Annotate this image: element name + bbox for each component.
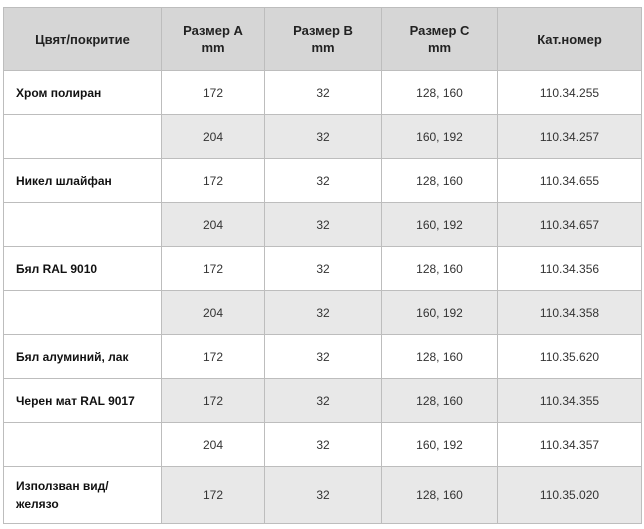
table-row [4, 379, 642, 423]
cell-color: Използван вид/ желязо [4, 467, 162, 524]
header-size-b [265, 8, 382, 71]
cell-size-c: 128, 160 [382, 379, 498, 423]
cell-catalog-number: 110.34.655 [498, 159, 642, 203]
cell-catalog-number: 110.34.356 [498, 247, 642, 291]
header-size-a [162, 8, 265, 71]
header-catalog-number [498, 8, 642, 71]
table-body [4, 71, 642, 524]
table-row [4, 159, 642, 203]
table-row [4, 335, 642, 379]
cell-size-c: 128, 160 [382, 335, 498, 379]
cell-color: Бял алуминий, лак [4, 335, 162, 379]
cell-size-b: 32 [265, 423, 382, 467]
cell-size-b: 32 [265, 115, 382, 159]
cell-size-a: 172 [162, 335, 265, 379]
header-color-coating-label: Цвят/покритие [35, 31, 130, 47]
header-size-c-label: Размер C [409, 23, 470, 38]
cell-size-c: 128, 160 [382, 467, 498, 524]
cell-size-a: 204 [162, 203, 265, 247]
cell-size-b: 32 [265, 467, 382, 524]
cell-size-c: 160, 192 [382, 291, 498, 335]
cell-size-c: 160, 192 [382, 115, 498, 159]
cell-size-a: 204 [162, 115, 265, 159]
cell-size-b: 32 [265, 71, 382, 115]
cell-size-c: 128, 160 [382, 71, 498, 115]
cell-size-c: 128, 160 [382, 247, 498, 291]
cell-size-b: 32 [265, 335, 382, 379]
cell-size-b: 32 [265, 203, 382, 247]
cell-size-a: 172 [162, 247, 265, 291]
cell-size-a: 172 [162, 379, 265, 423]
header-size-a-unit: mm [201, 40, 225, 55]
table-row [4, 203, 642, 247]
specification-table [3, 7, 642, 524]
cell-color: Хром полиран [4, 71, 162, 115]
header-size-c-unit: mm [427, 40, 452, 55]
cell-color [4, 203, 162, 247]
table-row [4, 115, 642, 159]
table-row [4, 71, 642, 115]
header-catalog-number-label: Кат.номер [537, 31, 602, 47]
cell-catalog-number: 110.35.620 [498, 335, 642, 379]
cell-catalog-number: 110.34.255 [498, 71, 642, 115]
cell-catalog-number: 110.34.358 [498, 291, 642, 335]
cell-color [4, 423, 162, 467]
cell-size-a: 204 [162, 423, 265, 467]
cell-size-b: 32 [265, 291, 382, 335]
cell-size-c: 160, 192 [382, 203, 498, 247]
cell-color: Черен мат RAL 9017 [4, 379, 162, 423]
cell-size-a: 172 [162, 159, 265, 203]
table-row [4, 291, 642, 335]
cell-size-b: 32 [265, 379, 382, 423]
header-row [4, 8, 642, 71]
cell-color: Бял RAL 9010 [4, 247, 162, 291]
table-header [4, 8, 642, 71]
cell-catalog-number: 110.34.357 [498, 423, 642, 467]
cell-size-b: 32 [265, 159, 382, 203]
table-row [4, 467, 642, 524]
cell-catalog-number: 110.34.257 [498, 115, 642, 159]
cell-color [4, 291, 162, 335]
cell-size-b: 32 [265, 247, 382, 291]
cell-size-a: 204 [162, 291, 265, 335]
header-size-c [382, 8, 498, 71]
cell-catalog-number: 110.34.657 [498, 203, 642, 247]
cell-color [4, 115, 162, 159]
table-row [4, 423, 642, 467]
cell-color: Никел шлайфан [4, 159, 162, 203]
table-row [4, 247, 642, 291]
cell-size-a: 172 [162, 467, 265, 524]
cell-catalog-number: 110.34.355 [498, 379, 642, 423]
header-color-coating [4, 8, 162, 71]
cell-size-c: 128, 160 [382, 159, 498, 203]
header-size-b-label: Размер B [293, 23, 353, 38]
header-size-b-unit: mm [311, 40, 335, 55]
cell-size-c: 160, 192 [382, 423, 498, 467]
cell-catalog-number: 110.35.020 [498, 467, 642, 524]
header-size-a-label: Размер A [183, 23, 243, 38]
cell-size-a: 172 [162, 71, 265, 115]
